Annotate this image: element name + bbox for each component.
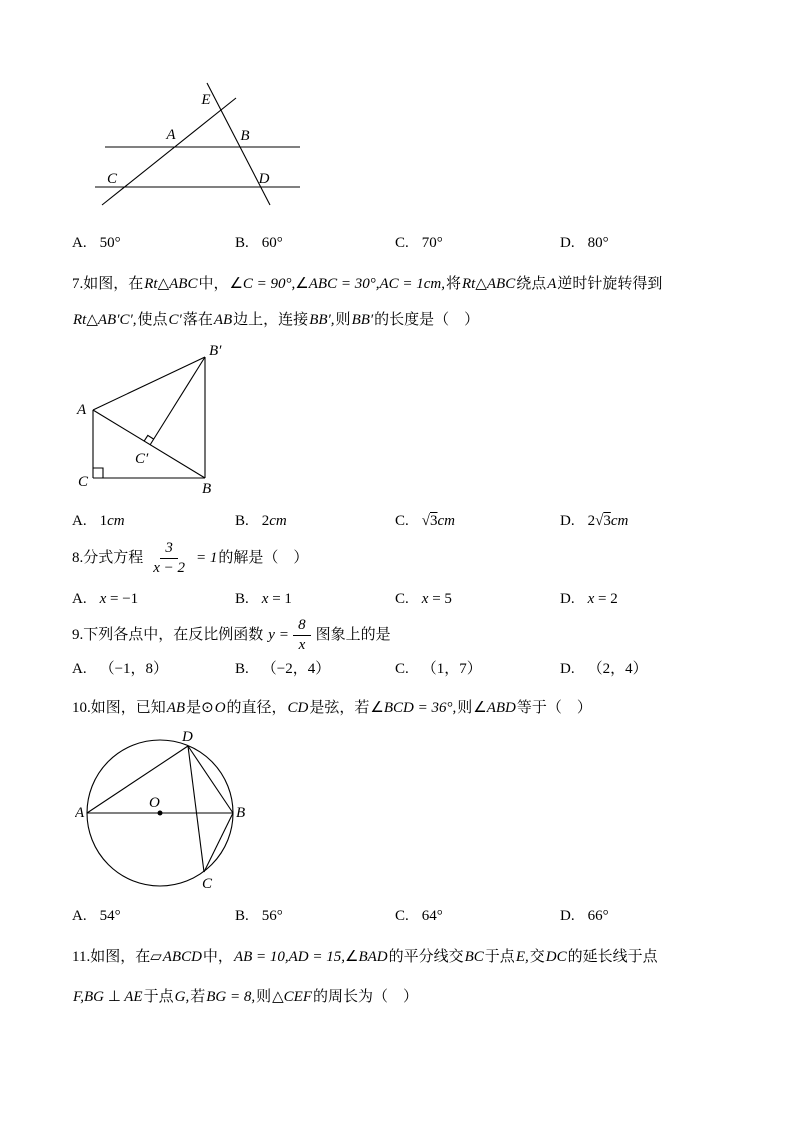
point-label-d: D	[258, 171, 270, 187]
point-label-c: C	[106, 171, 118, 187]
q9-suffix: 图象上的是	[315, 627, 391, 643]
point-label-e: E	[201, 92, 211, 108]
point-label-a: A	[166, 127, 176, 143]
point-label-o: O	[149, 795, 160, 811]
q6-option-d	[560, 232, 723, 254]
point-label-a: A	[75, 805, 85, 821]
option-label: D.	[560, 513, 575, 529]
q11-text-line-1: 11.如图，在▱ABCD中，AB = 10,AD = 15,∠BAD的平分线交BC于点E,交DC的延长线于点	[72, 949, 658, 965]
right-angle-mark-at-c	[93, 468, 103, 478]
q10-text: 10.如图，已知AB是⊙O的直径，CD是弦，若∠BCD = 36°,则∠ABD等于（ ）	[72, 700, 592, 716]
q9-option-a	[72, 658, 235, 680]
option-value: （−2，4）	[261, 661, 331, 677]
option-label: C.	[395, 908, 409, 924]
q7-text-line-2: Rt△AB′C′,使点C′落在AB边上，连接BB′,则BB′的长度是（ ）	[73, 312, 480, 328]
point-label-a: A	[77, 402, 87, 418]
option-label: A.	[72, 661, 87, 677]
q7-text-line-1: 7.如图，在Rt△ABC中，∠C = 90°,∠ABC = 30°,AC = 1cm,将Rt△ABC绕点A逆时针旋转得到	[72, 276, 663, 292]
option-label: D.	[560, 661, 575, 677]
option-value: 60°	[261, 235, 283, 251]
option-label: C.	[395, 661, 409, 677]
q7-option-b	[235, 510, 395, 532]
fraction-numerator: 8	[293, 617, 311, 636]
q8-text	[72, 536, 723, 580]
option-value: x = 2	[587, 591, 618, 607]
option-value: 70°	[421, 235, 443, 251]
figure-circle	[75, 728, 255, 900]
option-value: x = 1	[261, 591, 292, 607]
q10-option-a	[72, 905, 235, 927]
point-label-c-prime: C′	[135, 451, 149, 467]
option-value: （−1，8）	[99, 661, 169, 677]
q6-option-b	[235, 232, 395, 254]
option-label: D.	[560, 591, 575, 607]
q8-prefix: 8.分式方程	[72, 550, 144, 566]
point-label-d: D	[182, 729, 193, 745]
q9-text	[72, 613, 723, 657]
option-value: 56°	[261, 908, 283, 924]
chord-d-c	[188, 746, 204, 872]
q10-option-c	[395, 905, 560, 927]
q9-options	[72, 658, 723, 680]
q7-option-d	[560, 510, 723, 532]
figure-rotated-triangle	[75, 340, 225, 498]
q8-option-d	[560, 588, 723, 610]
chord-a-d	[87, 746, 188, 813]
option-value: 50°	[99, 235, 121, 251]
q8-fraction	[148, 540, 190, 577]
fraction-numerator: 3	[160, 540, 178, 559]
point-label-c: C	[202, 876, 213, 892]
q7-options	[72, 510, 723, 532]
q8-option-a	[72, 588, 235, 610]
option-value: 64°	[421, 908, 443, 924]
fraction-denominator: x	[298, 636, 306, 653]
q7-option-c	[395, 510, 560, 532]
option-label: C.	[395, 591, 409, 607]
chord-c-b	[204, 813, 233, 872]
figure-parallel-lines	[95, 80, 310, 210]
option-label: D.	[560, 235, 575, 251]
fraction-denominator: x − 2	[153, 559, 186, 576]
q10-option-d	[560, 905, 723, 927]
option-label: B.	[235, 513, 249, 529]
option-value: √3cm	[421, 513, 455, 529]
q9-fraction	[293, 617, 311, 654]
segment-a-b	[93, 410, 205, 478]
option-label: C.	[395, 235, 409, 251]
q9-option-c	[395, 658, 560, 680]
option-value: 2cm	[261, 513, 287, 529]
option-label: A.	[72, 591, 87, 607]
option-label: B.	[235, 235, 249, 251]
option-value: 1cm	[99, 513, 125, 529]
option-label: A.	[72, 235, 87, 251]
q8-suffix: 的解是（ ）	[218, 550, 309, 566]
option-label: D.	[560, 908, 575, 924]
q8-option-c	[395, 588, 560, 610]
option-label: C.	[395, 513, 409, 529]
q9-function-lead: y =	[268, 627, 289, 643]
option-label: B.	[235, 591, 249, 607]
option-label: B.	[235, 908, 249, 924]
q11-text-line-2: F,BG ⊥ AE于点G,若BG = 8,则△CEF的周长为（ ）	[73, 989, 419, 1005]
q8-option-b	[235, 588, 395, 610]
option-value: 54°	[99, 908, 121, 924]
point-label-b: B	[240, 128, 250, 144]
q10-option-b	[235, 905, 395, 927]
q7-option-a	[72, 510, 235, 532]
q6-option-c	[395, 232, 560, 254]
option-value: x = 5	[421, 591, 452, 607]
center-point-o	[158, 811, 163, 816]
q10-options	[72, 905, 723, 927]
option-value: x = −1	[99, 591, 139, 607]
q9-option-b	[235, 658, 395, 680]
option-value: 66°	[587, 908, 609, 924]
transversal-c-a-e	[102, 98, 236, 205]
q9-option-d	[560, 658, 723, 680]
point-label-b-prime: B′	[209, 343, 222, 359]
q6-options	[72, 232, 723, 254]
option-value: 80°	[587, 235, 609, 251]
q9-prefix: 9.下列各点中，在反比例函数	[72, 627, 264, 643]
point-label-b: B	[202, 481, 212, 497]
point-label-c: C	[78, 474, 89, 490]
q8-options	[72, 588, 723, 610]
option-value: （2，4）	[587, 661, 648, 677]
option-value: （1，7）	[421, 661, 482, 677]
option-value: 2√3cm	[587, 513, 629, 529]
q8-equation-rhs: = 1	[196, 550, 218, 566]
option-label: B.	[235, 661, 249, 677]
point-label-b: B	[236, 805, 246, 821]
option-label: A.	[72, 908, 87, 924]
option-label: A.	[72, 513, 87, 529]
q6-option-a	[72, 232, 235, 254]
